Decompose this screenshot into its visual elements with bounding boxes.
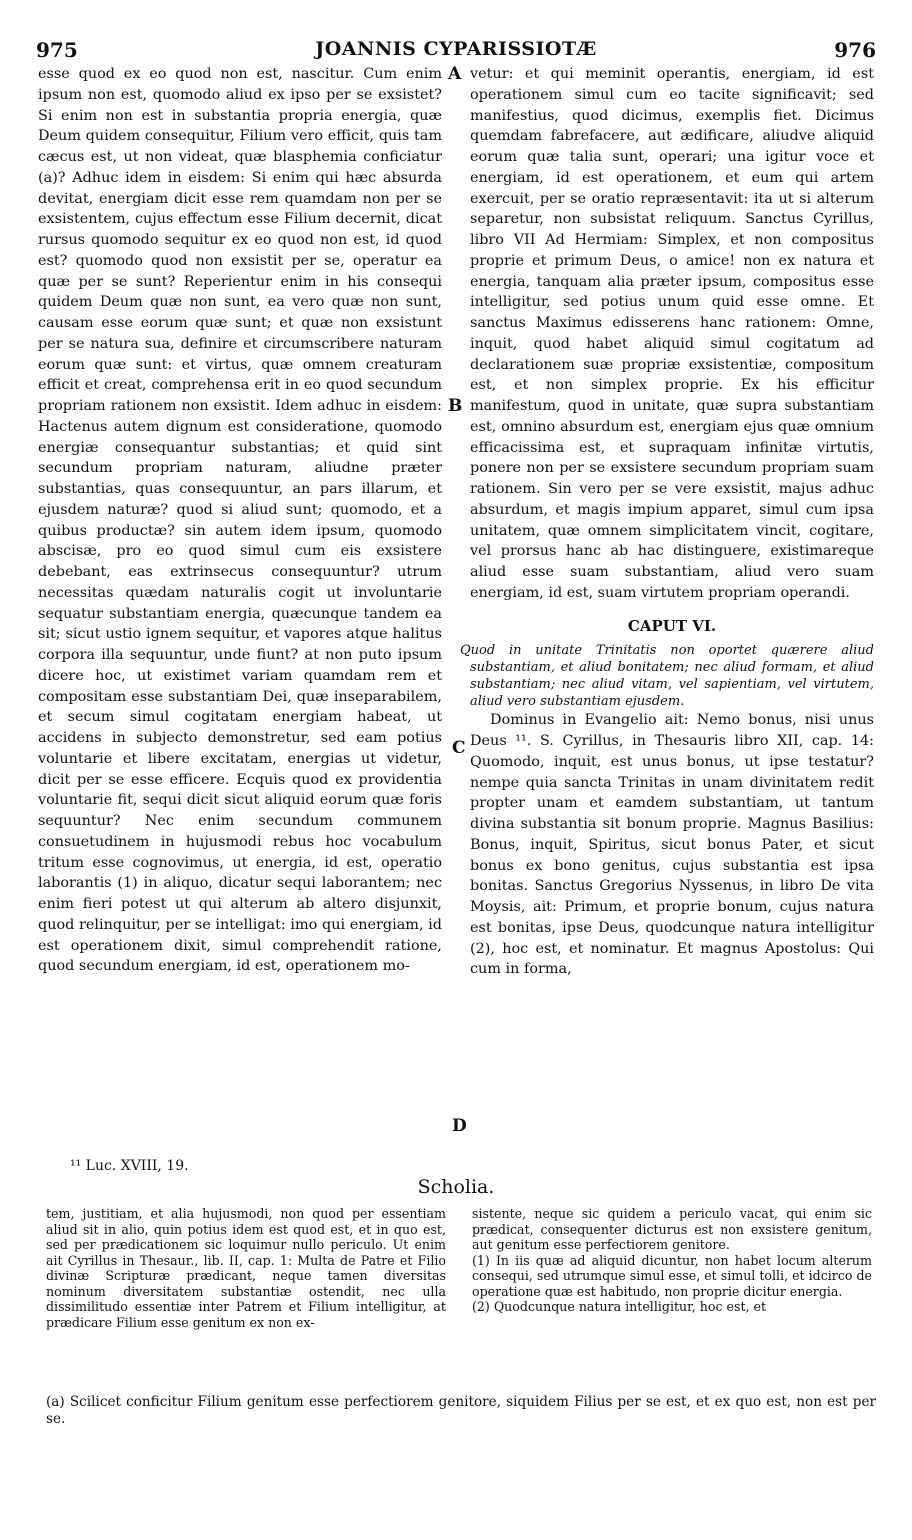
scholia-right-column (472, 1206, 872, 1315)
chapter-summary: Quod in unitate Trinitatis non oportet quærere aliud substantiam, et aliud bonitatem; nec aliud formam, et aliud substantiam; nec aliud vitam, vel sapientiam, vel virtutem, aliud vero substantiam ejusdem. (460, 643, 874, 710)
scholia-note-2: (2) Quodcunque natura intelligitur, hoc est, et (472, 1299, 767, 1314)
scholia-heading: Scholia. (417, 1176, 495, 1198)
right-column-paragraph-2: Dominus in Evangelio ait: Nemo bonus, nisi unus Deus ¹¹. S. Cyrillus, in Thesauris libro XII, cap. 14: Quomodo, inquit, est unus bonus, ut ipse testatur? nempe quia sancta Trinitas in unam divinitatem redit propter unam et eamdem substantiam, ut tantum divina substantia sit bonum proprie. Magnus Basilius: Bonus, inquit, Spiritus, sicut bonus Pater, et sicut bonus ex bono genitus, cujus substantia est ipsa bonitas. Sanctus Gregorius Nyssenus, in libro De vita Moysis, ait: Primum, et proprie bonum, cujus natura est bonitas, ipse Deus, quodcunque natura intelligitur (2), hoc est, et nominatur. Et magnus Apostolus: Qui cum in forma, (470, 712, 874, 978)
scholia-left-text: tem, justitiam, et alia hujusmodi, non quod per essentiam aliud sit in alio, quin potius idem est quod est, et in quo est, sed per prædicationem sic loquimur nullo periculo. Ut enim ait Cyrillus in Thesaur., lib. II, cap. 1: Multa de Patre et Filio divinæ Scripturæ prædicant, neque tamen diversitas nominum diversitatem substantiæ ostendit, nec ulla dissimilitudo essentiæ inter Patrem et Filium intelligitur, at prædicare Filium esse genitum ex non ex- (46, 1206, 446, 1330)
margin-letter-a: A (448, 64, 462, 84)
right-column-paragraph-1: vetur: et qui meminit operantis, energiam, id est operationem simul cum eo tacite significavit; sed manifestius, quod dicimus, exemplis fiet. Dicimus quemdam fabrefacere, aut ædificare, aliudve aliquid eorum quæ talia sunt, operari; una igitur voce et energiam, id est operationem, et eum qui artem exercuit, per se oratio repræsentavit: ita ut si alterum separetur, non subsistat reliquum. Sanctus Cyrillus, libro VII Ad Hermiam: Simplex, et non compositus proprie et primum Deus, o amice! non ex natura et energia, tanquam alia præter ipsum, compositus esse intelligitur, sed potius unum quid esse omne. Et sanctus Maximus edisserens hanc rationem: Omne, inquit, quod habet aliquid simul cogitatum ad declarationem suæ propriæ exsistentiæ, compositum est, et non simplex proprie. Ex his efficitur manifestum, quod in unitate, quæ supra substantiam est, omnino absurdum est, energiam ejus quæ omnium efficacissima est, et supraquam infinitæ virtutis, ponere non per se exsistere secundum propriam suam rationem. Sin vero per se vere exsistit, majus adhuc absurdum, et magis impium apparet, simul cum ipsa unitatem, quæ omnem simplicitatem vincit, cogitare, vel prorsus hanc ab hac distinguere, existimareque aliud esse suam substantiam, aliud vero suam energiam, id est, suam virtutem propriam operandi. (470, 66, 874, 601)
scholia-note-a: (a) Scilicet conficitur Filium genitum esse perfectiorem genitore, siquidem Filius per se est, et ex quo est, non est per se. (46, 1394, 876, 1427)
running-title: JOANNIS CYPARISSIOTÆ (315, 38, 597, 60)
footnote: ¹¹ Luc. XVIII, 19. (70, 1158, 189, 1174)
page-number-left: 975 (36, 38, 78, 62)
right-text-column (460, 64, 874, 980)
left-column-text: esse quod ex eo quod non est, nascitur. Cum enim ipsum non est, quomodo aliud ex ipso per se exsistet? Si enim non est in substantia propria energia, quæ Deum quidem consequitur, Filium vero efficit, quis tam cæcus est, ut non videat, quæ blasphemia conficiatur (a)? Adhuc idem in eisdem: Si enim qui hæc absurda devitat, energiam dicit esse rem quamdam non per se exsistentem, cujus effectum esse Filium decernit, dicat rursus quomodo sequitur ex eo quod non est, id quod est? quomodo quod non exsistit per se, operatur ea quæ per se sunt? Reperientur enim in his consequi quidem Deum quæ non sunt, ea vero quæ non sunt, causam esse eorum quæ sunt; et quæ non exsistunt per se natura sua, definire et circumscribere naturam eorum quæ sunt: et virtus, quæ omnem creaturam efficit et creat, comprehensa erit in eo quod secundum propriam rationem non exsistit. Idem adhuc in eisdem: Hactenus autem dignum est consideratione, quomodo energiæ consequantur substantias; et quid sint secundum propriam naturam, aliudne præter substantias, quas consequuntur, an pars illarum, et ejusdem naturæ? quod si aliud sunt; quomodo, et a quibus productæ? sin autem idem ipsum, quomodo abscisæ, pro eo quod simul cum eis exsistere debebant, eas extrinsecus consequuntur? utrum necessitas quædam naturalis cogit ut involuntarie sequatur substantiam energia, quæcunque tandem ea sit; sicut ustio ignem sequitur, et vapores atque halitus corpora illa sequuntur, unde fiunt? at non puto ipsum dicere hoc, ut existimet variam quamdam rem et compositam esse substantiam Dei, quæ inseparabilem, et secum simul cogitatam energiam habeat, ut accidens in subjecto demonstretur, sed eam potius voluntarie et libere excitatam, energias ut videtur, dicit per se esse efficere. Ecquis quod ex providentia voluntarie fit, sequi dicit sicut aliquid eorum quæ foris sequuntur? Nec enim secundum communem consuetudinem in hujusmodi rebus hoc vocabulum tritum esse cognovimus, ut energia, id est, operatio laborantis (1) in aliquo, dicatur sequi laborantem; nec enim fieri potest ut qui alterum ab altero disjunxit, quod relinquitur, per se intelligat: imo qui energiam, id est operationem dixit, simul comprehendit ratione, quod secundum energiam, id est, operationem mo- (38, 66, 442, 975)
margin-letter-c: C (452, 738, 466, 758)
scholia-left-column (46, 1206, 446, 1330)
margin-letter-b: B (448, 396, 463, 416)
scholia-note-1: (1) In iis quæ ad aliquid dicuntur, non habet locum alterum consequi, sed utrumque simul esse, et simul tolli, et idcirco de operatione quæ est habitudo, non proprie dicitur energia. (472, 1252, 872, 1299)
page-number-right: 976 (834, 38, 876, 62)
margin-letter-d: D (452, 1116, 467, 1136)
page-header (36, 38, 876, 64)
scholia-right-text-1: sistente, neque sic quidem a periculo vacat, qui enim sic prædicat, consequenter dicturus est non exsistere genitum, aut genitum esse perfectiorem genitore. (472, 1206, 872, 1252)
left-text-column (38, 64, 442, 977)
chapter-heading: CAPUT VI. (627, 616, 717, 635)
